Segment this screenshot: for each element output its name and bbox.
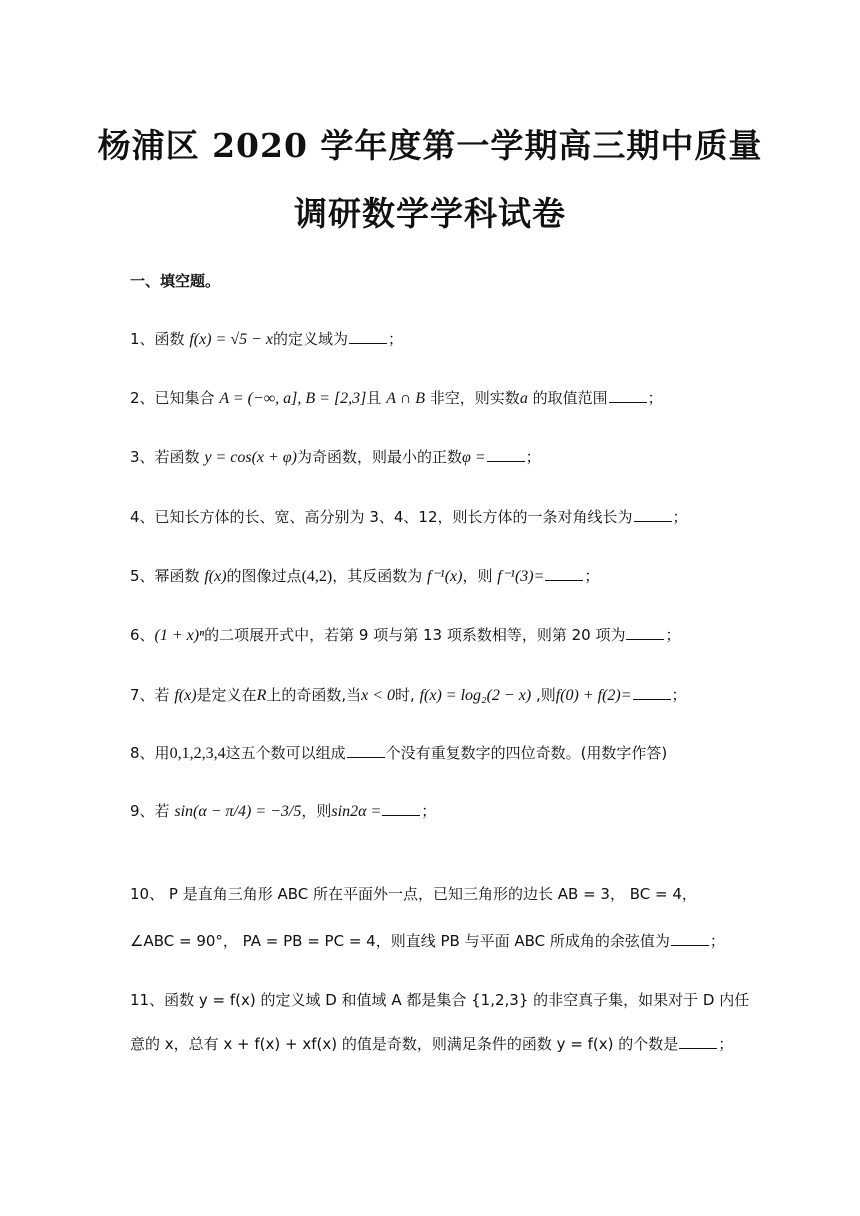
answer-blank — [545, 568, 583, 581]
exam-title-line2: 调研数学学科试卷 — [294, 194, 566, 233]
answer-blank — [609, 390, 647, 403]
question-3: 3、若函数 y = cos(x + φ)为奇函数，则最小的正数φ = ； — [130, 448, 541, 466]
answer-blank — [634, 509, 672, 522]
answer-blank — [347, 745, 385, 758]
answer-blank — [382, 803, 420, 816]
q9-expression: sin(α − π/4) = −3/5 — [174, 803, 302, 820]
question-8: 8、用0,1,2,3,4这五个数可以组成 个没有重复数字的四位奇数。(用数字作答) — [130, 744, 668, 762]
exam-title-line1: 杨浦区 2020 学年度第一学期高三期中质量 — [97, 126, 763, 165]
question-9: 9、若 sin(α − π/4) = −3/5，则sin2α = ； — [130, 802, 437, 820]
question-10-line2: ∠ABC = 90°， PA = PB = PC = 4，则直线 PB 与平面 ABC 所成角的余弦值为 ； — [130, 932, 725, 950]
question-4: 4、已知长方体的长、宽、高分别为 3、4、12，则长方体的一条对角线长为 ； — [130, 508, 688, 526]
question-2: 2、已知集合 A = (−∞, a], B = [2,3]且 A ∩ B 非空，则实数a 的取值范围 ； — [130, 389, 663, 407]
answer-blank — [349, 331, 387, 344]
answer-blank — [679, 1036, 717, 1049]
question-7: 7、若 f(x)是定义在R上的奇函数,当x < 0时, f(x) = log₂(2 − x) ,则f(0) + f(2)= ； — [130, 686, 687, 704]
section-heading: 一、填空题。 — [130, 272, 221, 290]
question-6: 6、(1 + x)ⁿ的二项展开式中，若第 9 项与第 13 项系数相等，则第 20 项为 ； — [130, 626, 681, 644]
answer-blank — [626, 627, 664, 640]
answer-blank — [487, 449, 525, 462]
question-1: 1、函数 f(x) = √5 − x的定义域为 ； — [130, 330, 404, 348]
question-5: 5、幂函数 f(x)的图像过点(4,2)，其反函数为 f⁻¹(x)，则 f⁻¹(3)= ； — [130, 567, 600, 585]
question-11-line2: 意的 x，总有 x + f(x) + xf(x) 的值是奇数，则满足条件的函数 y = f(x) 的个数是 ； — [130, 1035, 734, 1053]
q1-expression: f(x) = √5 − x — [189, 331, 274, 348]
answer-blank — [633, 687, 671, 700]
question-10-line1: 10、 P 是直角三角形 ABC 所在平面外一点，已知三角形的边长 AB = 3， BC = 4， — [130, 885, 697, 903]
question-11-line1: 11、函数 y = f(x) 的定义域 D 和值域 A 都是集合 {1,2,3} 的非空真子集，如果对于 D 内任 — [130, 991, 750, 1009]
answer-blank — [671, 933, 709, 946]
